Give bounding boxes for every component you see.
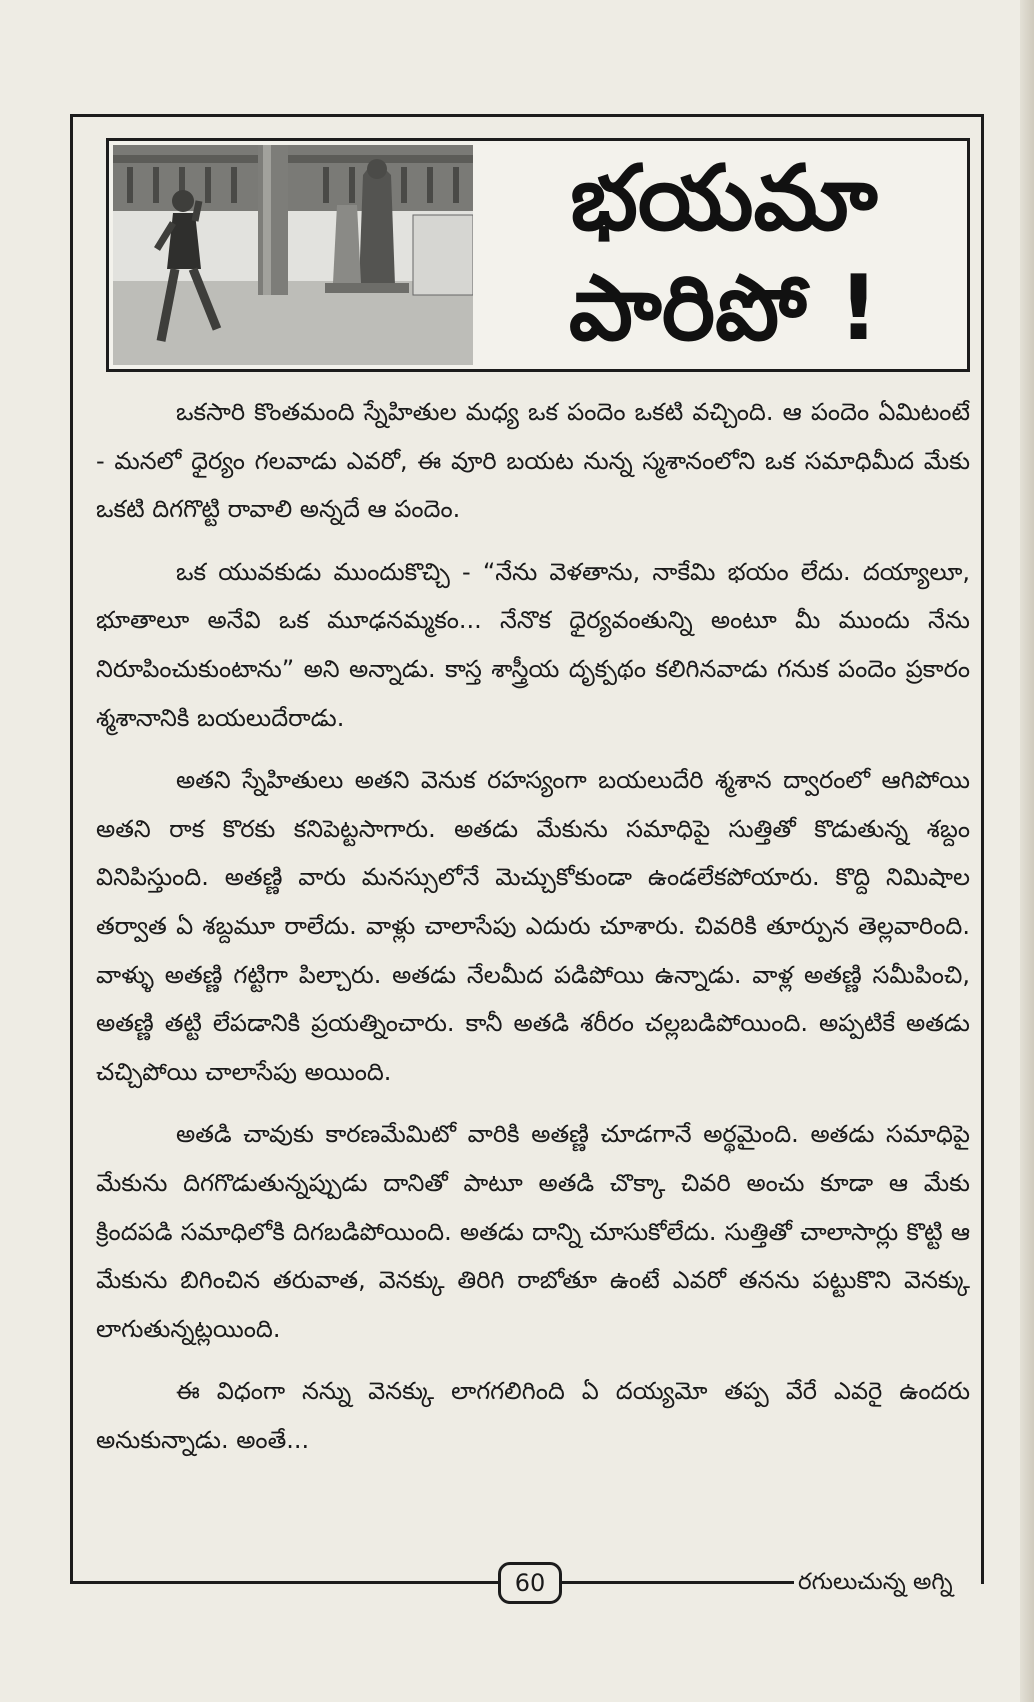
page-number: 60 [498,1562,562,1604]
frame-bottom-rule-right [562,1581,794,1584]
paragraph-1: ఒకసారి కొంతమంది స్నేహితుల మధ్య ఒక పందెం ఒకటి వచ్చింది. ఆ పందెం ఏమిటంటే - మనలో ధైర్యం గలవాడు ఎవరో, ఈ వూరి బయట నున్న స్మశానంలోని ఒక సమాధిమీద మేకు ఒకటి దిగగొట్టి రావాలి అన్నదే ఆ పందెం. [96,398,970,524]
book-title: రగులుచున్న అగ్ని [798,1569,953,1595]
story-title [481,141,967,369]
page-edge [1020,0,1034,1702]
title-line-2: పారిపో ! [568,256,880,361]
paragraph-4: అతడి చావుకు కారణమేమిటో వారికి అతణ్ణి చూడగానే అర్థమైంది. అతడు సమాధిపై మేకును దిగగొడుతున్నప్పుడు దానితో పాటూ అతడి చొక్కా చివరి అంచు కూడా ఆ మేకు క్రిందపడి సమాధిలోకి దిగబడిపోయింది. అతడు దాన్ని చూసుకోలేదు. సుత్తితో చాలాసార్లు కొట్టి ఆ మేకును బిగించిన తరువాత, వెనక్కు తిరిగి రాబోతూ ఉంటే ఎవరో తనను పట్టుకొని వెనక్కు లాగుతున్నట్లయింది. [96,1120,970,1343]
graveyard-illustration [113,145,473,365]
paragraph-5: ఈ విధంగా నన్ను వెనక్కు లాగగలిగింది ఏ దయ్యమో తప్ప వేరే ఎవరై ఉందరు అనుకున్నాడు. అంతే... [96,1377,970,1454]
paragraph-2: ఒక యువకుడు ముందుకొచ్చి - “నేను వెళతాను, నాకేమి భయం లేదు. దయ్యాలూ, భూతాలూ అనేవి ఒక మూఢనమ్మకం... నేనొక ధైర్యవంతున్ని అంటూ మీ ముందు నేను నిరూపించుకుంటాను” అని అన్నాడు. కాస్త శాస్త్రీయ దృక్పథం కలిగినవాడు గనుక పందెం ప్రకారం శ్మశానానికి బయలుదేరాడు. [96,557,970,732]
title-line-1: భయమా [570,146,878,251]
paragraph-3: అతని స్నేహితులు అతని వెనుక రహస్యంగా బయలుదేరి శ్మశాన ద్వారంలో ఆగిపోయి అతని రాక కొరకు కనిపెట్టసాగారు. అతడు మేకును సమాధిపై సుత్తితో కొడుతున్న శబ్దం వినిపిస్తుంది. అతణ్ణి వారు మనస్సులోనే మెచ్చుకోకుండా ఉండలేకపోయారు. కొద్ది నిమిషాల తర్వాత ఏ శబ్దమూ రాలేదు. వాళ్లు చాలాసేపు ఎదురు చూశారు. చివరికి తూర్పున తెల్లవారింది. వాళ్ళు అతణ్ణి గట్టిగా పిల్చారు. అతడు నేలమీద పడిపోయి ఉన్నాడు. వాళ్ల అతణ్ణి సమీపించి, అతణ్ణి తట్టి లేపడానికి ప్రయత్నించారు. కానీ అతడి శరీరం చల్లబడిపోయింది. అప్పటికే అతడు చచ్చిపోయి చాలాసేపు అయింది. [96,766,970,1086]
frame-bottom-rule-left [70,1581,498,1584]
story-header [106,138,970,372]
story-body [96,388,970,1478]
